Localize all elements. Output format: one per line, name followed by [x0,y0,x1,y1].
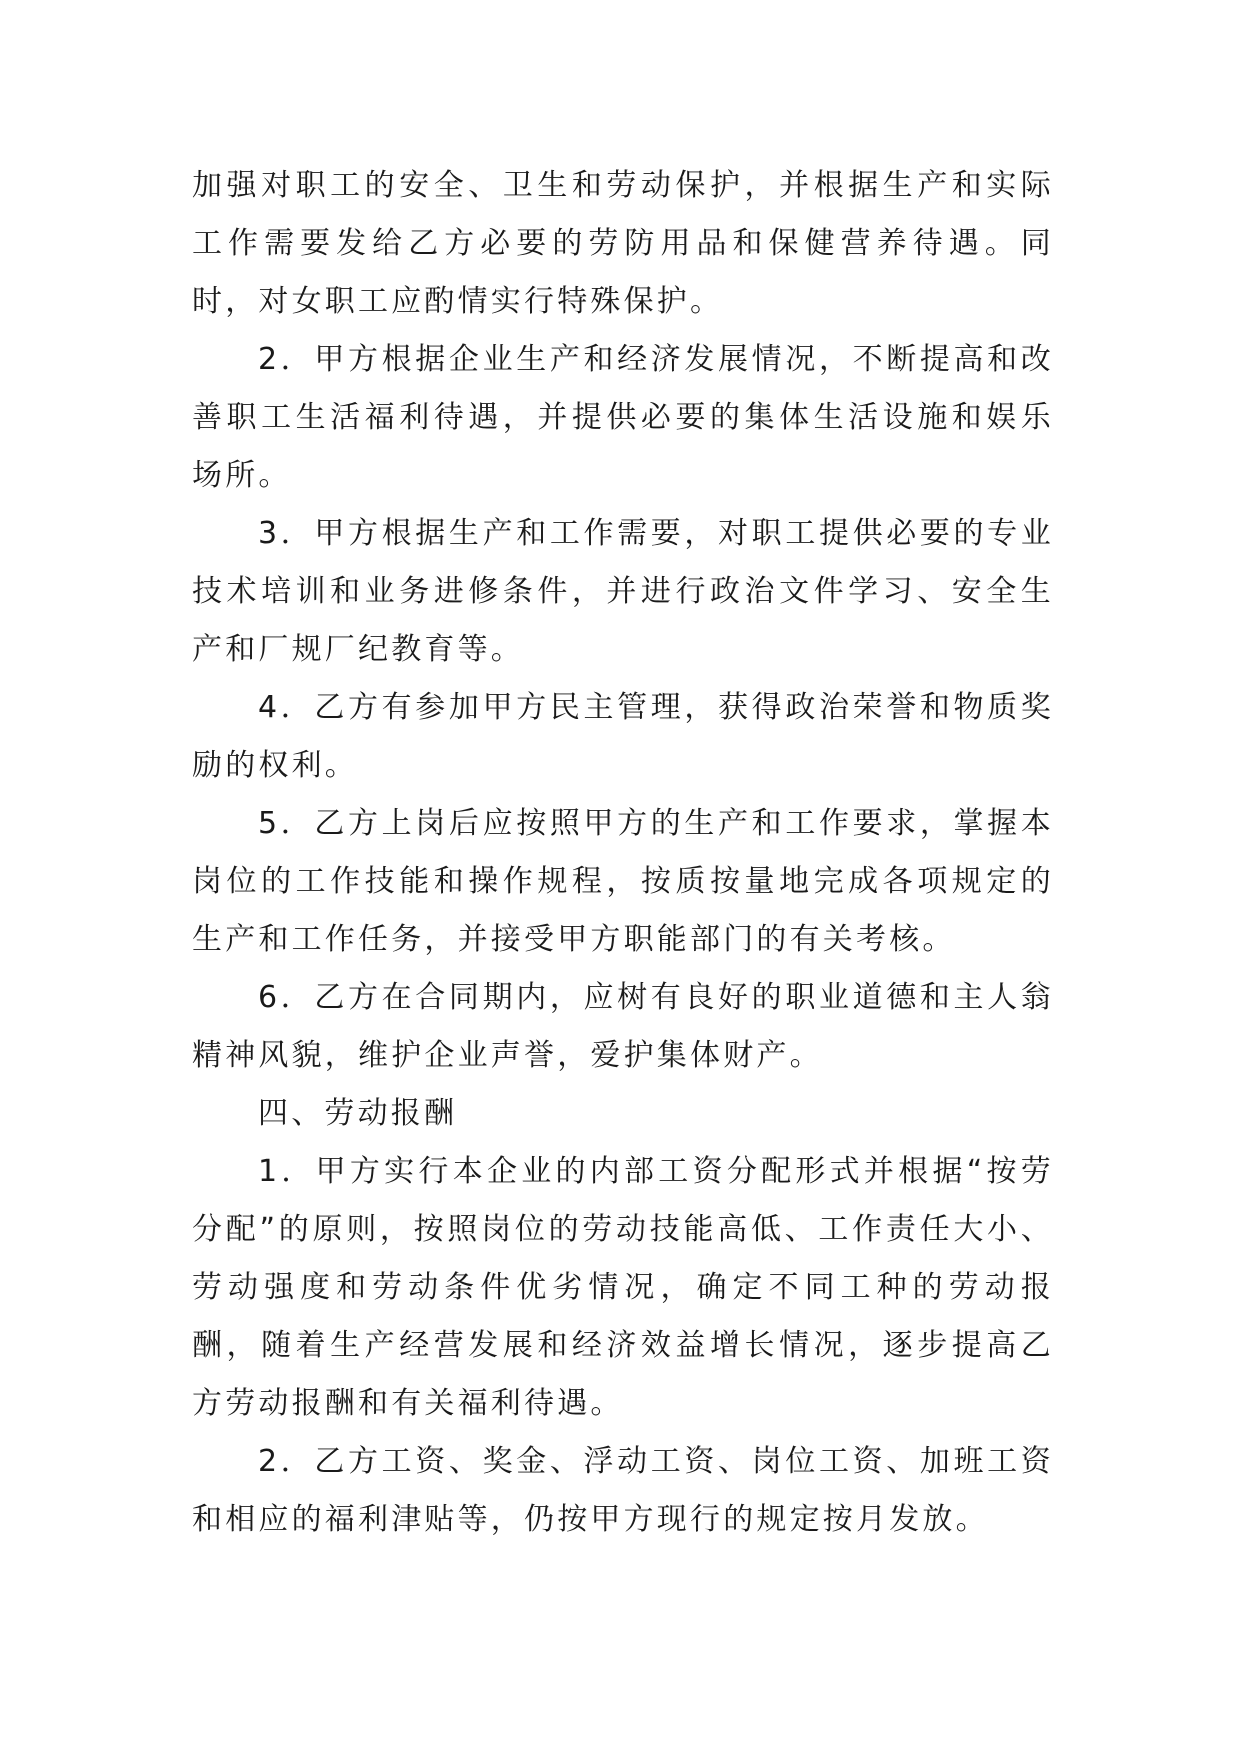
paragraph-remuneration-item-2: 2．乙方工资、奖金、浮动工资、岗位工资、加班工资和相应的福利津贴等，仍按甲方现行的规定按月发放。 [192,1444,1054,1537]
paragraph-labor-protection-continued: 加强对职工的安全、卫生和劳动保护，并根据生产和实际工作需要发给乙方必要的劳防用品和保健营养待遇。同时，对女职工应酌情实行特殊保护。 [192,168,1054,319]
document-body [192,157,1054,1549]
paragraph-remuneration-item-1: 1．甲方实行本企业的内部工资分配形式并根据“按劳分配”的原则，按照岗位的劳动技能高低、工作责任大小、劳动强度和劳动条件优劣情况，确定不同工种的劳动报酬，随着生产经营发展和经济效益增长情况，逐步提高乙方劳动报酬和有关福利待遇。 [192,1154,1054,1421]
paragraph-item-6-professional-ethics: 6．乙方在合同期内，应树有良好的职业道德和主人翁精神风貌，维护企业声誉，爱护集体财产。 [192,980,1054,1073]
paragraph-item-2-welfare: 2．甲方根据企业生产和经济发展情况，不断提高和改善职工生活福利待遇，并提供必要的集体生活设施和娱乐场所。 [192,342,1054,493]
paragraph-item-4-democratic-management: 4．乙方有参加甲方民主管理，获得政治荣誉和物质奖励的权利。 [192,690,1054,783]
section-heading-labor-remuneration: 四、劳动报酬 [258,1096,458,1131]
paragraph-item-3-training: 3．甲方根据生产和工作需要，对职工提供必要的专业技术培训和业务进修条件，并进行政治文件学习、安全生产和厂规厂纪教育等。 [192,516,1054,667]
paragraph-item-5-job-duties: 5．乙方上岗后应按照甲方的生产和工作要求，掌握本岗位的工作技能和操作规程，按质按量地完成各项规定的生产和工作任务，并接受甲方职能部门的有关考核。 [192,806,1054,957]
